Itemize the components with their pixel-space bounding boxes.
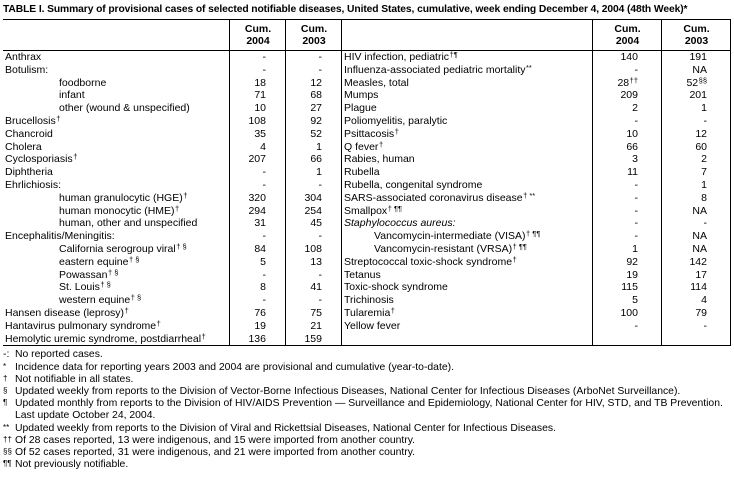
cum-2003-value: 254 xyxy=(304,204,322,217)
column-divider xyxy=(285,20,286,345)
table-row xyxy=(342,307,731,320)
cum-2003-value: 191 xyxy=(689,51,707,63)
footnote-marker-sup: † § xyxy=(128,255,140,264)
cum-2003-value: 68 xyxy=(310,89,322,102)
footnote-text: Updated weekly from reports to the Division of Viral and Rickettsial Diseases, National Center for Infectious Diseases. xyxy=(15,422,556,434)
col-header-cum-2003 xyxy=(662,23,731,47)
disease-label: Hantavirus pulmonary syndrome† xyxy=(5,319,161,332)
table-right-half xyxy=(342,20,731,345)
column-divider xyxy=(592,20,593,345)
cum-2004-value: - xyxy=(634,230,638,243)
footnote-marker-sup: † § xyxy=(100,281,111,290)
cum-2004-value: 100 xyxy=(620,306,638,319)
footnote xyxy=(3,447,731,459)
left-rows xyxy=(3,51,342,345)
footnote xyxy=(3,374,731,386)
column-divider xyxy=(229,20,230,345)
cum-2003-value: NA xyxy=(692,242,707,255)
cum-2003-value: - xyxy=(703,114,707,127)
cum-2003-value: - xyxy=(318,294,322,307)
footnote-marker: ¶ xyxy=(3,398,8,408)
cum-2003-value: 13 xyxy=(310,255,322,268)
footnote xyxy=(3,459,731,471)
cum-2003-value: 41 xyxy=(310,281,322,294)
table-row xyxy=(342,281,731,294)
cum-2003-value: 92 xyxy=(310,114,322,127)
cum-2004-value: 18 xyxy=(254,76,266,89)
cum-label: Cum. xyxy=(683,23,710,35)
cum-2003-value: 60 xyxy=(695,140,707,153)
footnote-text: Incidence data for reporting years 2003 and 2004 are provisional and cumulative (year-to-date). xyxy=(15,361,454,373)
cum-2004-value: - xyxy=(634,191,638,204)
table-row xyxy=(3,205,342,218)
cum-2004-value: 28†† xyxy=(617,75,638,89)
header-row xyxy=(342,20,731,51)
cum-2004-value: 31 xyxy=(254,217,266,230)
table-row xyxy=(342,89,731,102)
table-row xyxy=(3,333,342,346)
table-row xyxy=(3,294,342,307)
table-row xyxy=(3,230,342,243)
disease-label: Yellow fever xyxy=(344,319,401,332)
footnote-marker-sup: † ¶¶ xyxy=(526,230,541,239)
table-row xyxy=(342,320,731,333)
disease-label: Tularemia† xyxy=(344,306,395,319)
footnote-marker-sup: † § xyxy=(176,242,187,251)
table-row xyxy=(3,89,342,102)
table-row xyxy=(342,51,731,64)
cum-2004-value: - xyxy=(262,166,266,179)
table-row xyxy=(342,243,731,256)
year-label: 2004 xyxy=(615,35,640,47)
table-row xyxy=(3,128,342,141)
column-divider xyxy=(730,20,731,345)
footnote-text: Updated weekly from reports to the Division of Vector-Borne Infectious Diseases, National Center for Infectious Diseases (ArboNet Surveillance). xyxy=(15,385,681,397)
footnote xyxy=(3,362,731,374)
disease-label: Cholera xyxy=(5,140,42,153)
footnote-marker-sup: † xyxy=(183,191,188,200)
disease-label: Mumps xyxy=(344,89,379,102)
cum-2003-value: 45 xyxy=(310,217,322,230)
cum-2004-value: 115 xyxy=(621,281,638,294)
disease-label: Hemolytic uremic syndrome, postdiarrheal† xyxy=(5,332,206,345)
cum-2004-value: 108 xyxy=(248,114,266,127)
cum-2004-value: 209 xyxy=(620,89,638,102)
cum-2003-value: 7 xyxy=(701,166,707,179)
cum-2004-value: - xyxy=(634,217,638,230)
cum-2004-value: 3 xyxy=(632,153,638,166)
table-row xyxy=(3,269,342,282)
footnote-text: No reported cases. xyxy=(15,349,103,361)
cum-2004-value: 35 xyxy=(254,127,266,140)
disease-label: Toxic-shock syndrome xyxy=(344,281,448,294)
cum-2004-value: 320 xyxy=(248,191,266,204)
disease-label: Encephalitis/Meningitis: xyxy=(5,230,115,243)
disease-label: Diphtheria xyxy=(5,166,53,179)
table-row xyxy=(342,256,731,269)
cum-2003-value: 159 xyxy=(304,332,322,345)
disease-label: Chancroid xyxy=(5,127,53,140)
footnote-text: Of 52 cases reported, 31 were indigenous, and 21 were imported from another country. xyxy=(15,446,416,458)
cum-2003-value: - xyxy=(703,217,707,230)
table-row xyxy=(342,128,731,141)
disease-label: Rubella xyxy=(344,166,380,179)
cum-2003-value: 304 xyxy=(304,191,322,204)
footnote-marker-sup: † xyxy=(378,140,384,149)
cum-2004-value: - xyxy=(634,114,638,127)
footnote-marker: † xyxy=(3,373,8,383)
cum-2003-value: 52 xyxy=(310,127,322,140)
table-row xyxy=(3,77,342,90)
disease-label: California serogroup viral† § xyxy=(59,242,187,255)
cum-2004-value: 84 xyxy=(254,242,266,255)
column-divider xyxy=(661,20,662,345)
footnote-marker-sup: ** xyxy=(526,63,532,72)
disease-label: Streptococcal toxic-shock syndrome† xyxy=(344,255,517,268)
footnote-marker-sup: † xyxy=(156,319,161,328)
cum-2003-value: NA xyxy=(692,63,707,76)
table-row xyxy=(342,115,731,128)
disease-label: HIV infection, pediatric†¶ xyxy=(344,51,458,63)
disease-label: infant xyxy=(59,89,85,102)
cum-2004-value: 136 xyxy=(248,332,266,345)
cum-2004-value: 4 xyxy=(260,140,266,153)
cum-2003-value: NA xyxy=(692,230,707,243)
cum-2004-value: 10 xyxy=(254,102,266,115)
cum-2003-value: - xyxy=(318,178,322,191)
cum-2004-value: 66 xyxy=(626,140,638,153)
notifiable-diseases-table xyxy=(3,19,731,346)
disease-label: Rubella, congenital syndrome xyxy=(344,178,483,191)
table-row xyxy=(342,153,731,166)
header-row xyxy=(3,20,342,51)
footnote xyxy=(3,349,731,361)
disease-label: Vancomycin-intermediate (VISA)† ¶¶ xyxy=(374,230,541,243)
cum-label: Cum. xyxy=(244,23,272,35)
disease-label: foodborne xyxy=(59,76,107,89)
cum-2004-value: 11 xyxy=(627,166,638,179)
col-header-cum-2004 xyxy=(230,23,286,47)
disease-label: Botulism: xyxy=(5,63,49,76)
cum-2004-value: 10 xyxy=(626,127,638,140)
disease-label: western equine† § xyxy=(59,294,142,307)
cum-2003-value: 75 xyxy=(310,306,322,319)
disease-label: human monocytic (HME)† xyxy=(59,204,180,217)
cum-2003-value: 1 xyxy=(701,102,707,115)
footnote-marker: ¶¶ xyxy=(3,459,12,469)
cum-2004-value: 71 xyxy=(254,89,266,102)
footnotes xyxy=(3,349,731,471)
cum-2004-value: - xyxy=(634,178,638,191)
cum-label: Cum. xyxy=(614,23,641,35)
footnote-marker: §§ xyxy=(3,446,12,456)
cum-2004-value: - xyxy=(634,319,638,332)
table-row xyxy=(3,256,342,269)
table-row xyxy=(3,102,342,115)
cum-2004-value: 2 xyxy=(632,102,638,115)
footnote-marker-sup: † xyxy=(56,114,61,123)
table-row xyxy=(342,179,731,192)
footnote-text: Not previously notifiable. xyxy=(15,459,129,471)
disease-label: Plague xyxy=(344,102,377,115)
footnote-marker-sup: †¶ xyxy=(449,51,458,59)
footnote-marker-sup: † xyxy=(201,332,206,341)
cum-2004-value: - xyxy=(262,51,266,63)
footnote-marker-sup: † xyxy=(124,306,129,315)
cum-2004-value: 19 xyxy=(254,319,266,332)
cum-2004-value: 5 xyxy=(632,294,638,307)
cum-2003-value: 12 xyxy=(310,76,322,89)
col-header-cum-2004 xyxy=(593,23,662,47)
table-row xyxy=(3,64,342,77)
table-left-half xyxy=(3,20,342,345)
table-row xyxy=(3,115,342,128)
footnote-marker-sup: † ¶¶ xyxy=(512,242,527,251)
cum-2003-value: 142 xyxy=(689,255,707,268)
right-rows xyxy=(342,51,731,333)
table-row xyxy=(3,243,342,256)
table-row xyxy=(342,192,731,205)
cum-2004-value: 76 xyxy=(254,306,266,319)
table-row xyxy=(3,179,342,192)
cum-2003-value: 114 xyxy=(690,281,707,294)
cum-2003-value: 1 xyxy=(316,166,322,179)
disease-label: other (wound & unspecified) xyxy=(59,102,190,115)
cum-2004-value: - xyxy=(262,268,266,281)
footnote-text: Not notifiable in all states. xyxy=(15,373,134,385)
cum-2004-value: - xyxy=(634,204,638,217)
cum-2004-value: 294 xyxy=(248,204,266,217)
table-title: TABLE I. Summary of provisional cases of selected notifiable diseases, United States, cumulative, week ending December 4, 2004 (48th Week)* xyxy=(3,4,688,15)
disease-label: Trichinosis xyxy=(344,294,394,307)
cum-2003-value: 17 xyxy=(695,268,707,281)
cum-2004-value: 207 xyxy=(248,153,266,166)
disease-label: Anthrax xyxy=(5,51,42,63)
disease-label: Tetanus xyxy=(344,268,381,281)
disease-label: Powassan† § xyxy=(59,268,119,281)
disease-label: Influenza-associated pediatric mortality** xyxy=(344,63,532,76)
table-row xyxy=(3,192,342,205)
cum-2003-value: 2 xyxy=(701,153,707,166)
disease-label: Vancomycin-resistant (VRSA)† ¶¶ xyxy=(374,242,527,255)
cum-2004-value: - xyxy=(262,230,266,243)
table-row xyxy=(3,166,342,179)
disease-label: Measles, total xyxy=(344,76,409,89)
disease-label: Q fever† xyxy=(344,140,384,153)
table-row xyxy=(3,51,342,64)
table-row xyxy=(3,153,342,166)
disease-label: Hansen disease (leprosy)† xyxy=(5,306,129,319)
disease-label: Rabies, human xyxy=(344,153,415,166)
cum-2003-value: 66 xyxy=(310,153,322,166)
cum-2003-value: 4 xyxy=(701,294,707,307)
cum-2004-value: 1 xyxy=(632,242,638,255)
footnote-marker-sup: † ** xyxy=(523,191,536,200)
table-row xyxy=(3,307,342,320)
cum-2003-value: 79 xyxy=(695,306,707,319)
cum-2003-value: 52§§ xyxy=(686,75,707,89)
footnote-marker: § xyxy=(3,385,8,395)
cum-2003-value: 27 xyxy=(310,102,322,115)
cum-2004-value: - xyxy=(262,63,266,76)
disease-label: Staphylococcus aureus: xyxy=(344,217,456,230)
table-row xyxy=(342,217,731,230)
table-row xyxy=(342,166,731,179)
cum-2003-value: - xyxy=(318,63,322,76)
footnote-marker-sup: † xyxy=(175,204,180,213)
footnote xyxy=(3,386,731,398)
cum-2004-value: 5 xyxy=(260,255,266,268)
footnote-marker-sup: §§ xyxy=(698,75,707,85)
disease-label: human granulocytic (HGE)† xyxy=(59,191,188,204)
year-label: 2003 xyxy=(684,35,709,47)
footnote-marker-sup: † xyxy=(390,306,395,315)
table-row xyxy=(342,269,731,282)
footnote xyxy=(3,398,731,422)
year-label: 2004 xyxy=(246,35,270,47)
cum-2003-value: NA xyxy=(692,204,707,217)
footnote-marker-sup: † xyxy=(394,127,399,136)
table-row xyxy=(3,320,342,333)
disease-label: Poliomyelitis, paralytic xyxy=(344,114,448,127)
cum-2003-value: - xyxy=(318,51,322,63)
footnote-marker: * xyxy=(3,361,7,371)
table-row xyxy=(342,64,731,77)
cum-2003-value: - xyxy=(318,268,322,281)
cum-2004-value: - xyxy=(634,63,638,76)
table-row xyxy=(3,217,342,230)
cum-2004-value: - xyxy=(262,294,266,307)
cum-2004-value: 8 xyxy=(260,281,266,294)
footnote-marker-sup: † xyxy=(512,255,517,264)
cum-2003-value: - xyxy=(318,230,322,243)
footnote-marker: -: xyxy=(3,349,10,361)
table-row xyxy=(342,205,731,218)
footnote-marker: ** xyxy=(3,422,10,432)
cum-2003-value: 108 xyxy=(304,242,322,255)
year-label: 2003 xyxy=(302,35,326,47)
cum-2003-value: - xyxy=(703,319,707,332)
cum-2003-value: 21 xyxy=(310,319,322,332)
footnote-marker-sup: † xyxy=(73,153,78,162)
footnote-marker-sup: † § xyxy=(130,294,142,303)
table-row xyxy=(342,77,731,90)
disease-label: eastern equine† § xyxy=(59,255,140,268)
footnote xyxy=(3,423,731,435)
disease-label: SARS-associated coronavirus disease† ** xyxy=(344,191,536,204)
cum-2003-value: 1 xyxy=(316,140,322,153)
table-row xyxy=(342,141,731,154)
cum-label: Cum. xyxy=(300,23,328,35)
table-row xyxy=(342,102,731,115)
cum-2003-value: 8 xyxy=(701,191,707,204)
footnote-marker: †† xyxy=(3,434,12,444)
cum-2003-value: 201 xyxy=(689,89,707,102)
footnote-marker-sup: †† xyxy=(629,75,638,85)
table-row xyxy=(3,141,342,154)
disease-label: human, other and unspecified xyxy=(59,217,198,230)
col-header-cum-2003 xyxy=(286,23,342,47)
disease-label: Ehrlichiosis: xyxy=(5,178,62,191)
footnote-marker-sup: † § xyxy=(107,268,119,277)
footnote-text: Of 28 cases reported, 13 were indigenous, and 15 were imported from another country. xyxy=(15,434,416,446)
disease-label: Psittacosis† xyxy=(344,127,399,140)
disease-label: Smallpox† ¶¶ xyxy=(344,204,402,217)
footnote-marker-sup: † ¶¶ xyxy=(387,204,402,213)
disease-label: Cyclosporiasis† xyxy=(5,153,78,166)
cum-2004-value: 140 xyxy=(620,51,638,63)
table-row xyxy=(3,281,342,294)
table-row xyxy=(342,230,731,243)
cum-2004-value: 92 xyxy=(626,255,638,268)
disease-label: Brucellosis† xyxy=(5,114,61,127)
cum-2004-value: 19 xyxy=(626,268,638,281)
footnote-text: Updated monthly from reports to the Division of HIV/AIDS Prevention — Surveillance and Epidemiology, National Center for HIV, STD, and TB Prevention. Last update October 24, 2004. xyxy=(15,398,723,422)
disease-label: St. Louis† § xyxy=(59,281,111,294)
cum-2003-value: 1 xyxy=(701,178,707,191)
footnote xyxy=(3,435,731,447)
cum-2003-value: 12 xyxy=(695,127,707,140)
table-row xyxy=(342,294,731,307)
cum-2004-value: - xyxy=(262,178,266,191)
